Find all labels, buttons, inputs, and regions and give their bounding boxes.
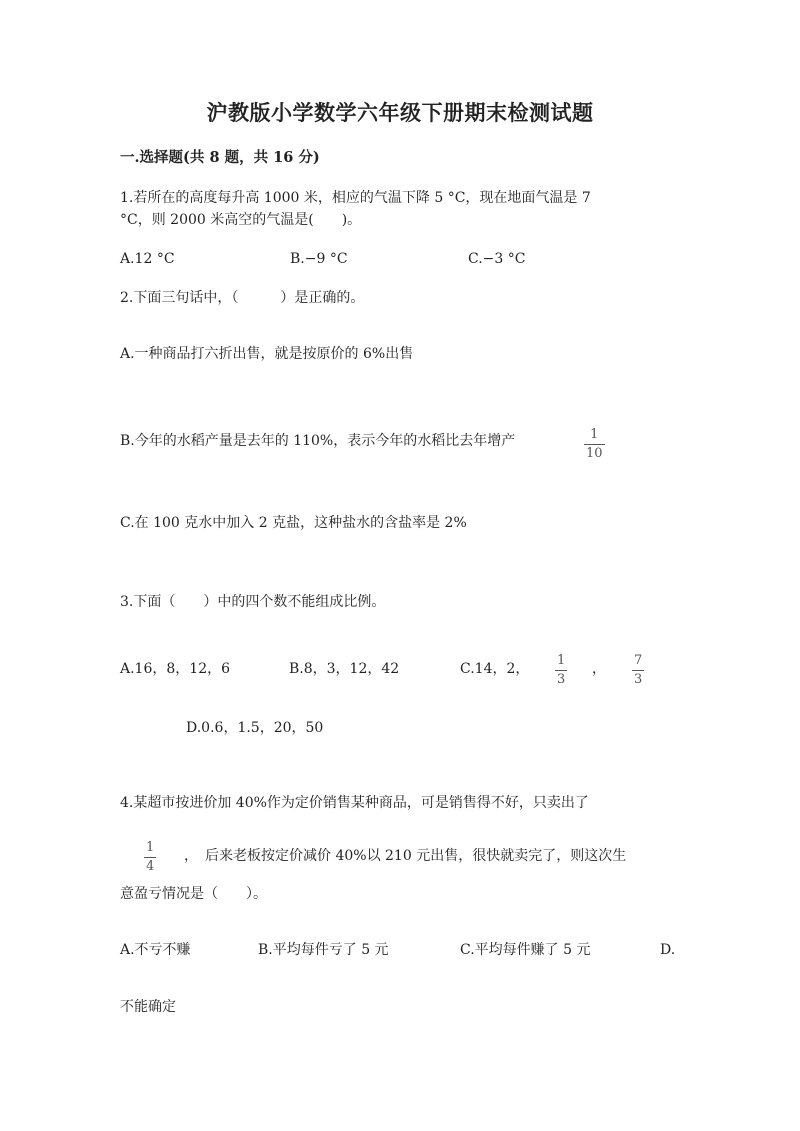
q4-option-a: A.不亏不赚 xyxy=(120,942,191,958)
fraction-bar xyxy=(555,670,567,671)
q1-stem-line2: °C，则 2000 米高空的气温是( )。 xyxy=(120,212,362,228)
q3-option-d: D.0.6，1.5，20，50 xyxy=(186,720,324,736)
q2-option-b-fraction xyxy=(584,428,605,461)
fraction-denominator: 3 xyxy=(557,672,566,687)
q4-fraction xyxy=(144,841,156,874)
q3-option-a: A.16，8，12，6 xyxy=(120,661,231,677)
q4-option-c: C.平均每件赚了 5 元 xyxy=(460,942,591,958)
fraction-numerator: 1 xyxy=(146,840,155,855)
q4-stem-line2: ， 后来老板按定价减价 40%以 210 元出售，很快就卖完了，则这次生 xyxy=(184,848,627,864)
q1-stem-line1: 1.若所在的高度每升高 1000 米，相应的气温下降 5 °C，现在地面气温是 7 xyxy=(120,190,591,206)
q3-stem: 3.下面（ ）中的四个数不能组成比例。 xyxy=(120,594,386,610)
fraction-denominator: 4 xyxy=(146,859,155,874)
q3-option-c: C.14，2， xyxy=(460,661,530,677)
q4-stem-line3: 意盈亏情况是（ ）。 xyxy=(120,886,267,902)
fraction-bar xyxy=(632,670,644,671)
q2-option-a: A.一种商品打六折出售，就是按原价的 6%出售 xyxy=(120,346,414,362)
page-title: 沪教版小学数学六年级下册期末检测试题 xyxy=(206,100,594,125)
q2-stem: 2.下面三句话中，（ ）是正确的。 xyxy=(120,290,365,306)
q2-option-b: B.今年的水稻产量是去年的 110%，表示今年的水稻比去年增产 xyxy=(120,433,516,449)
q4-option-d: D. xyxy=(660,942,676,958)
q3-option-c-separator: ， xyxy=(592,661,606,677)
q3-option-c-fraction-2 xyxy=(632,654,644,687)
q1-option-b: B.−9 °C xyxy=(290,251,348,267)
q4-option-b: B.平均每件亏了 5 元 xyxy=(258,942,389,958)
q3-option-c-fraction-1 xyxy=(555,654,567,687)
fraction-denominator: 10 xyxy=(586,446,603,461)
section-heading: 一.选择题(共 8 题，共 16 分) xyxy=(120,149,320,166)
q2-option-c: C.在 100 克水中加入 2 克盐，这种盐水的含盐率是 2% xyxy=(120,515,467,531)
fraction-bar xyxy=(584,444,605,445)
q4-option-d-continued: 不能确定 xyxy=(120,999,176,1015)
fraction-bar xyxy=(144,857,156,858)
fraction-numerator: 1 xyxy=(590,427,599,442)
q1-option-a: A.12 °C xyxy=(120,251,175,267)
q1-option-c: C.−3 °C xyxy=(468,251,526,267)
q3-option-b: B.8，3，12，42 xyxy=(289,661,400,677)
fraction-denominator: 3 xyxy=(634,672,643,687)
fraction-numerator: 7 xyxy=(634,653,643,668)
fraction-numerator: 1 xyxy=(557,653,566,668)
q4-stem-line1: 4.某超市按进价加 40%作为定价销售某种商品，可是销售得不好，只卖出了 xyxy=(120,795,589,811)
